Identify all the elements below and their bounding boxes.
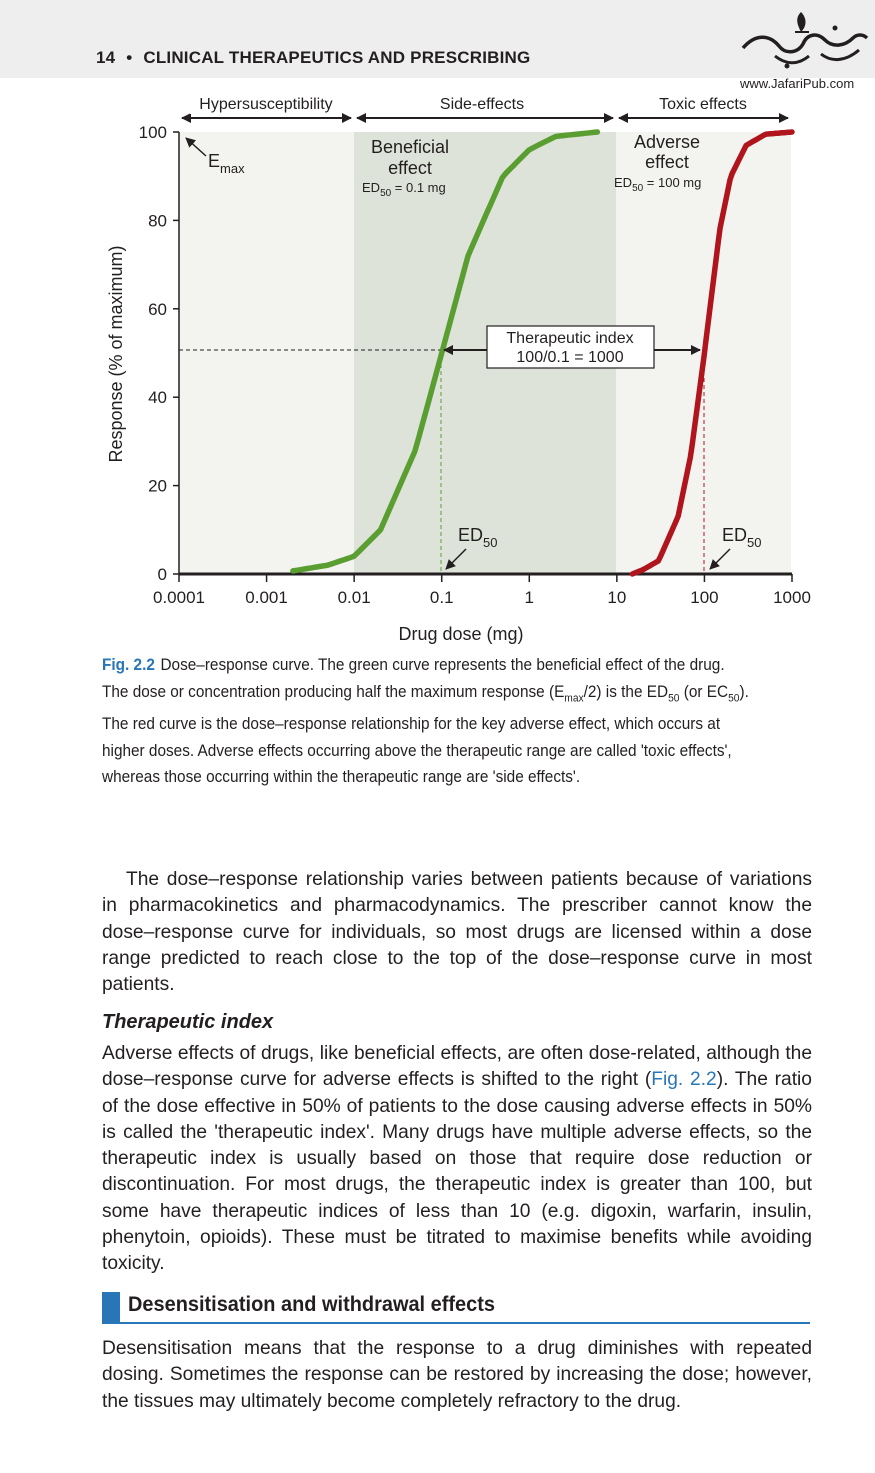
x-tick-label: 1 (524, 588, 535, 607)
y-ticks (139, 123, 179, 584)
section-heading (102, 1292, 810, 1324)
site-url: www.JafariPub.com (740, 76, 855, 91)
page-number: 14 (96, 48, 116, 67)
hypersusceptibility-region (179, 132, 354, 573)
y-tick-label: 20 (148, 476, 167, 496)
body-paragraph-1 (102, 867, 812, 998)
separator-dot: • (126, 48, 133, 67)
figure-caption (102, 652, 753, 791)
body-paragraph-3-text: Desensitisation means that the response to a drug diminishes with repeated dosing. Sometimes the response can be restored by increasing the dose; however, the tissues may ultimately become completely refractory to the drug. (102, 1338, 812, 1412)
body-paragraph-2-text-b: ). The ratio of the dose effective in 50% of patients to the dose causing adverse effects in 50% is called the 'therapeutic index'. Many drugs have multiple adverse effects, so the therapeutic index is usually based on those that require dose reduction or discontinuation. For most drugs, the therapeutic index is greater than 100, but some have therapeutic indices of less than 10 (e.g. digoxin, warfarin, insulin, phenytoin, opioids). These must be titrated to maximise benefits while avoiding toxicity. (102, 1069, 812, 1275)
body-paragraph-3 (102, 1336, 812, 1415)
emax-label: $E_{max}$ (208, 151, 245, 176)
x-ticks (153, 574, 811, 607)
body-paragraph-2-text-a: Adverse effects of drugs, like beneficial effects, are often dose-related, although the dose–response curve for adverse effects is shifted to the right ( (102, 1043, 812, 1091)
subheading-therapeutic-index: Therapeutic index (102, 1011, 274, 1033)
x-tick-label: 1000 (773, 588, 811, 607)
y-tick-label: 60 (148, 299, 167, 319)
caption-text-3: (or EC (679, 682, 729, 701)
y-tick-label: 0 (157, 565, 167, 584)
x-tick-label: 10 (607, 588, 627, 607)
body-paragraph-1-text: The dose–response relationship varies between patients because of variations in pharmacokinetics and pharmacodynamics. The prescriber cannot know the dose–response curve for individuals, so most drugs are licensed within a dose range predicted to reach close to the top of the dose–response curve in most patients. (102, 869, 812, 996)
figure-label: Fig. 2.2 (102, 656, 155, 674)
y-tick-label: 80 (148, 211, 167, 231)
ed50-marker-beneficial: $ED_{50}$ (458, 525, 498, 550)
caption-text-4: ). The red curve is the dose–response relationship for the key adverse effect, which occurs at higher doses. Adverse effects occurring above the therapeutic range are called 'toxic effects', whereas those occurring within the therapeutic range are 'side effects'. (102, 682, 749, 787)
adverse-ed50-label: $ED_{50} = 100$ mg (614, 175, 702, 194)
therapeutic-index-title: Therapeutic index (506, 330, 634, 347)
caption-text-2: /2) is the ED (583, 682, 669, 701)
x-tick-label: 0.0001 (153, 588, 205, 607)
beneficial-ed50-label: $ED_{50} = 0.1$ mg (362, 180, 446, 199)
side-effects-label: Side-effects (439, 96, 525, 113)
y-axis-label: Response (% of maximum) (106, 245, 126, 463)
adverse-effect-label-line1: Adverse (633, 132, 701, 152)
x-tick-label: 0.1 (429, 588, 454, 607)
caption-sub-1: max (564, 691, 584, 704)
y-tick-label: 100 (138, 123, 167, 142)
section-heading-bar (102, 1292, 120, 1322)
x-axis-label: Drug dose (mg) (398, 624, 524, 644)
ed50-marker-adverse: $ED_{50}$ (722, 525, 762, 550)
x-tick-label: 0.001 (245, 588, 288, 607)
caption-text-1: Dose–response curve. The green curve represents the beneficial effect of the drug. The dose or concentration producing half the maximum response (E (102, 656, 725, 701)
figure-reference-link[interactable]: Fig. 2.2 (651, 1069, 717, 1091)
x-tick-label: 0.01 (337, 588, 371, 607)
toxic-effects-label: Toxic effects (659, 96, 747, 113)
section-heading-title: Desensitisation and withdrawal effects (128, 1293, 495, 1316)
caption-sub-3: 50 (728, 691, 740, 704)
beneficial-effect-label-line1: Beneficial (370, 137, 450, 157)
running-title: CLINICAL THERAPEUTICS AND PRESCRIBING (143, 48, 531, 67)
running-head (96, 48, 530, 68)
hypersusceptibility-label: Hypersusceptibility (199, 96, 333, 113)
dose-response-figure (0, 86, 875, 646)
caption-sub-2: 50 (668, 691, 680, 704)
body-paragraph-2 (102, 1041, 812, 1278)
x-tick-label: 100 (690, 588, 719, 607)
beneficial-effect-label-line2: effect (388, 158, 432, 178)
therapeutic-index-value: 100/0.1 = 1000 (516, 349, 624, 366)
adverse-effect-label-line2: effect (645, 152, 689, 172)
y-tick-label: 40 (148, 388, 167, 408)
